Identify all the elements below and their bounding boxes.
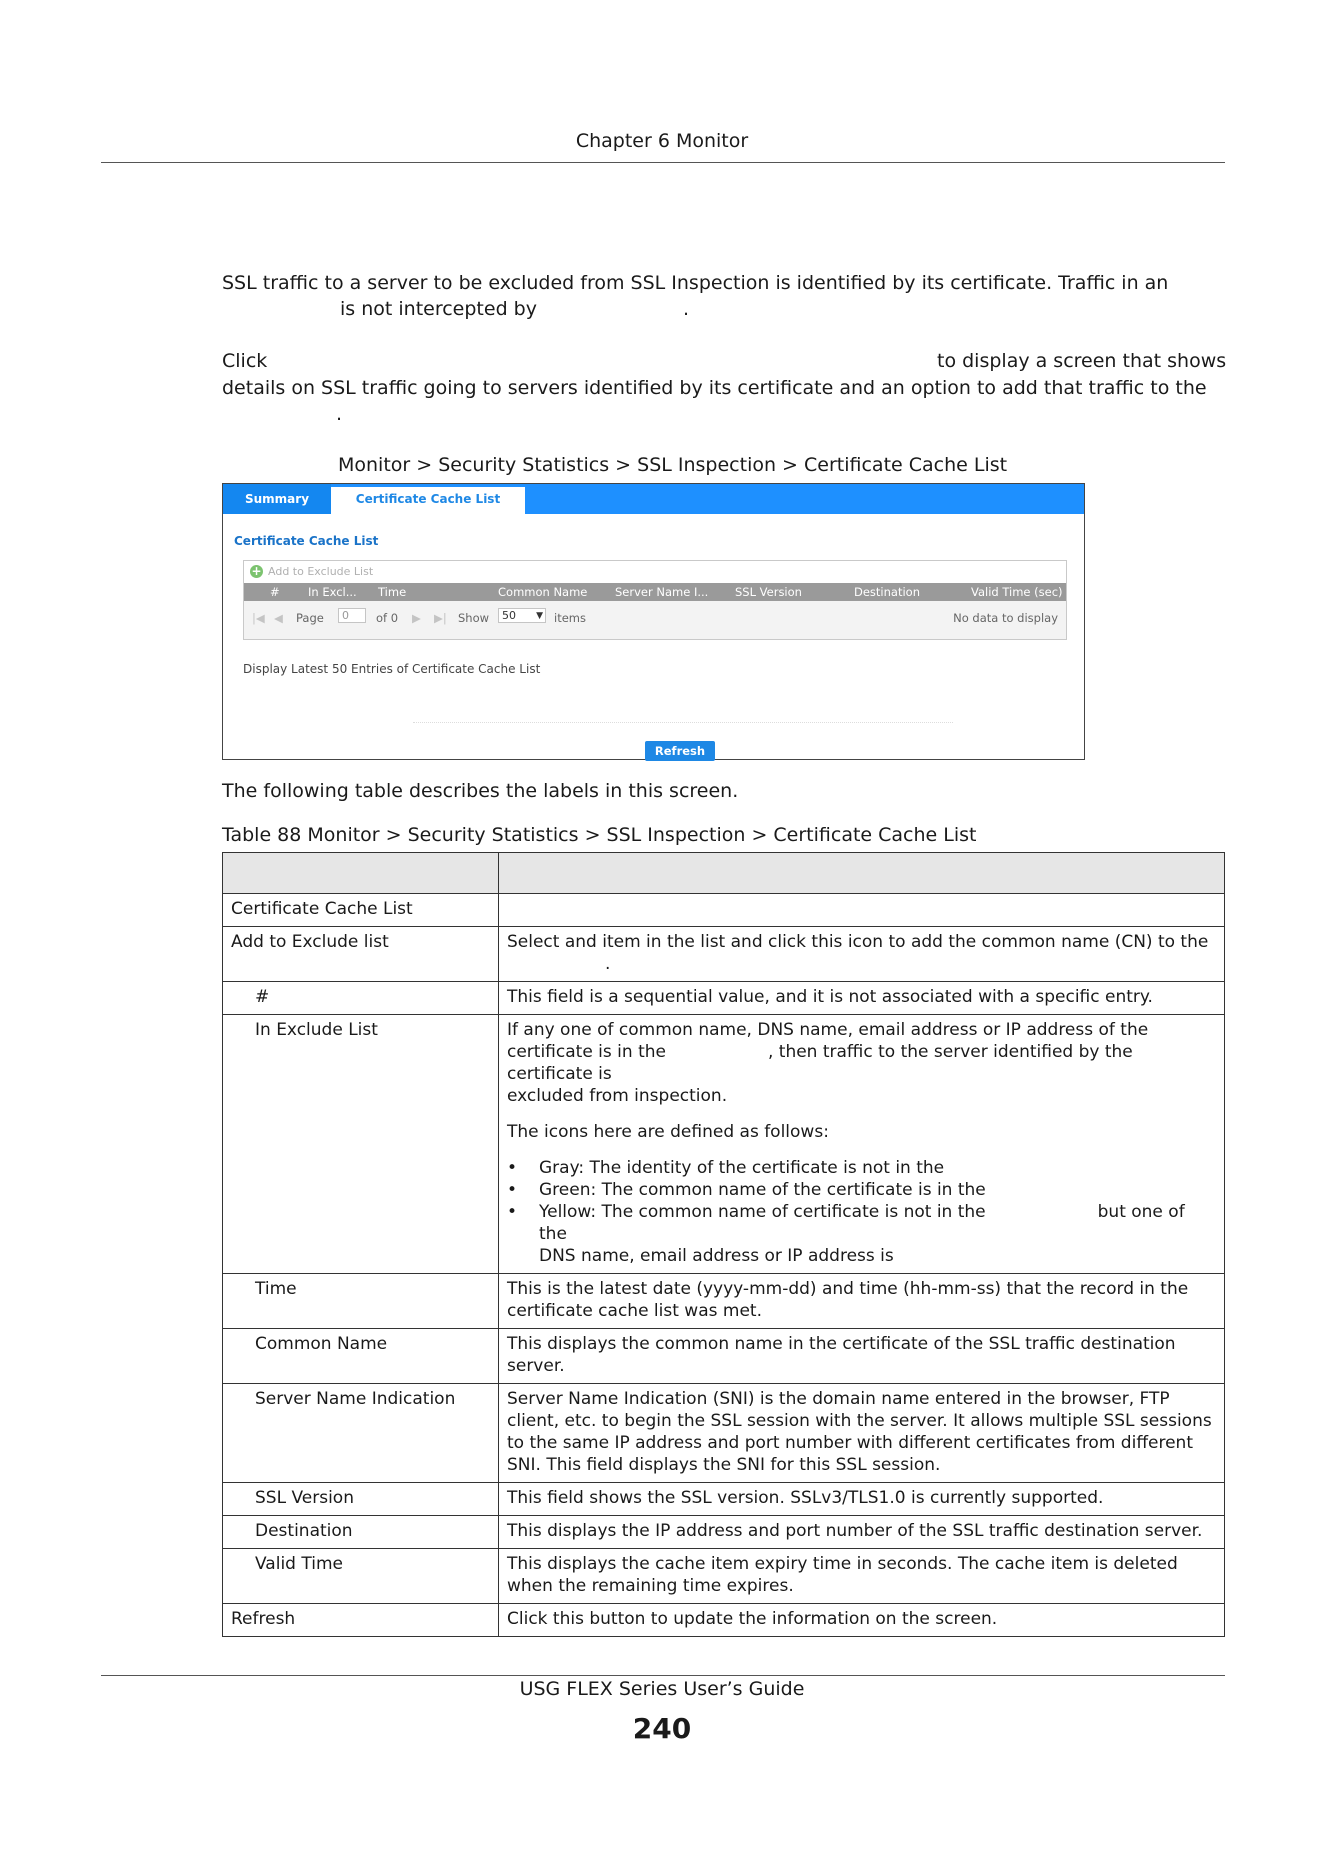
certificate-grid: [243, 560, 1067, 640]
table-row: [223, 1516, 1225, 1549]
column-header-number[interactable]: #: [270, 585, 280, 599]
display-latest-note: Display Latest 50 Entries of Certificate Cache List: [243, 662, 541, 676]
table-row: [223, 982, 1225, 1015]
row-description: Click this button to update the information on the screen.: [499, 1604, 1225, 1637]
add-to-exclude-list-button[interactable]: Add to Exclude List: [268, 565, 374, 578]
last-page-icon[interactable]: ▶|: [434, 611, 447, 625]
row-description: [499, 1015, 1225, 1274]
text-span: but one of the: [539, 1202, 1185, 1244]
column-header-valid-time[interactable]: Valid Time (sec): [971, 585, 1063, 599]
intro-line-2b: .: [683, 298, 690, 320]
list-item: [539, 1201, 1216, 1267]
intro-click: Click: [222, 350, 268, 372]
text-span: excluded from inspection.: [507, 1086, 728, 1106]
column-header-server-name[interactable]: Server Name I...: [615, 585, 709, 599]
row-label: Add to Exclude list: [223, 927, 499, 982]
in-exclude-paragraph: [507, 1019, 1216, 1107]
table-row: [223, 1329, 1225, 1384]
row-label: Valid Time: [223, 1549, 499, 1604]
header-cell-label: [223, 853, 499, 894]
table-caption: Table 88 Monitor > Security Statistics > SSL Inspection > Certificate Cache List: [222, 824, 977, 846]
show-label: Show: [458, 611, 490, 625]
refresh-button[interactable]: Refresh: [645, 741, 715, 761]
row-label: #: [223, 982, 499, 1015]
row-label: Common Name: [223, 1329, 499, 1384]
column-header-common-name[interactable]: Common Name: [498, 585, 588, 599]
intro-line-1: SSL traffic to a server to be excluded from SSL Inspection is identified by its certificate. Traffic in an: [222, 272, 1169, 294]
table-row: [223, 1384, 1225, 1483]
row-label: Server Name Indication: [223, 1384, 499, 1483]
text-span: , then traffic to the server identified by the certificate is: [507, 1042, 1133, 1084]
header-cell-description: [499, 853, 1225, 894]
row-label: In Exclude List: [223, 1015, 499, 1274]
grid-toolbar: [244, 561, 1066, 583]
table-row: [223, 1274, 1225, 1329]
row-description: Server Name Indication (SNI) is the domain name entered in the browser, FTP client, etc. to begin the SSL session with the server. It allows multiple SSL sessions to the same IP address and port number with different certificates from different SNI. This field displays the SNI for this SSL session.: [499, 1384, 1225, 1483]
row-label: Time: [223, 1274, 499, 1329]
text-span: Yellow: The common name of certificate is not in the: [539, 1202, 986, 1222]
row-description: This field is a sequential value, and it is not associated with a specific entry.: [499, 982, 1225, 1015]
grid-pager: [244, 601, 1066, 639]
intro-line-5: .: [336, 403, 343, 425]
section-title: Certificate Cache List: [234, 534, 379, 548]
table-header-row: [223, 853, 1225, 894]
text-span: If any one of common name, DNS name, email address or IP address of the: [507, 1020, 1149, 1040]
table-intro: The following table describes the labels in this screen.: [222, 780, 739, 802]
table-row: [223, 1015, 1225, 1274]
tab-summary[interactable]: Summary: [223, 484, 331, 514]
header-rule: [101, 162, 1225, 163]
row-description: [499, 927, 1225, 982]
row-description: This displays the IP address and port number of the SSL traffic destination server.: [499, 1516, 1225, 1549]
column-header-time[interactable]: Time: [378, 585, 407, 599]
text-span: DNS name, email address or IP address is: [539, 1246, 894, 1266]
list-item: • Gray: The identity of the certificate is not in the: [539, 1157, 1216, 1179]
column-header-ssl-version[interactable]: SSL Version: [735, 585, 802, 599]
table-row: [223, 1483, 1225, 1516]
next-page-icon[interactable]: ▶: [412, 611, 421, 625]
chevron-down-icon: ▼: [536, 611, 543, 621]
certificate-cache-screenshot: [222, 483, 1085, 760]
column-header-in-exclude[interactable]: In Excl...: [308, 585, 357, 599]
row-description-line: .: [605, 954, 611, 974]
row-label: SSL Version: [223, 1483, 499, 1516]
tab-bar: [223, 484, 1084, 514]
items-per-page-value: 50: [502, 609, 516, 622]
row-description-line: Select and item in the list and click this icon to add the common name (CN) to the: [507, 932, 1209, 952]
divider: [413, 722, 953, 723]
row-description: This is the latest date (yyyy-mm-dd) and time (hh-mm-ss) that the record in the certificate cache list was met.: [499, 1274, 1225, 1329]
row-description: [499, 894, 1225, 927]
intro-line-4: details on SSL traffic going to servers identified by its certificate and an option to add that traffic to the: [222, 377, 1207, 399]
tab-certificate-cache-list[interactable]: Certificate Cache List: [331, 484, 525, 514]
row-description: This field shows the SSL version. SSLv3/TLS1.0 is currently supported.: [499, 1483, 1225, 1516]
icon-legend-list: [507, 1157, 1216, 1267]
table-row: [223, 894, 1225, 927]
list-item: • Green: The common name of the certificate is in the: [539, 1179, 1216, 1201]
chapter-header: Chapter 6 Monitor: [575, 130, 749, 152]
items-label: items: [554, 611, 586, 625]
previous-page-icon[interactable]: ◀: [274, 611, 283, 625]
intro-click-tail: to display a screen that shows: [937, 350, 1227, 372]
grid-header-row: [244, 583, 1066, 601]
page-label: Page: [296, 611, 324, 625]
page-number: 240: [632, 1712, 692, 1745]
add-icon: +: [251, 564, 262, 578]
label-description-table: [222, 852, 1225, 1637]
row-description: This displays the cache item expiry time in seconds. The cache item is deleted when the remaining time expires.: [499, 1549, 1225, 1604]
icons-intro: The icons here are defined as follows:: [507, 1122, 829, 1142]
table-row: [223, 1549, 1225, 1604]
table-row: [223, 1604, 1225, 1637]
footer-rule: [101, 1675, 1225, 1676]
row-label: Refresh: [223, 1604, 499, 1637]
page-number-input[interactable]: 0: [338, 608, 366, 623]
page-count: of 0: [376, 611, 399, 625]
figure-caption: Monitor > Security Statistics > SSL Inspection > Certificate Cache List: [338, 454, 1008, 476]
row-label: Certificate Cache List: [223, 894, 499, 927]
row-label: Destination: [223, 1516, 499, 1549]
footer-guide-title: USG FLEX Series User’s Guide: [519, 1678, 805, 1700]
items-per-page-select[interactable]: [498, 608, 546, 623]
empty-grid-message: No data to display: [953, 611, 1058, 625]
first-page-icon[interactable]: |◀: [252, 611, 265, 625]
row-description: This displays the common name in the certificate of the SSL traffic destination server.: [499, 1329, 1225, 1384]
text-span: certificate is in the: [507, 1042, 666, 1062]
intro-line-2a: is not intercepted by: [340, 298, 537, 320]
table-row: [223, 927, 1225, 982]
column-header-destination[interactable]: Destination: [854, 585, 920, 599]
